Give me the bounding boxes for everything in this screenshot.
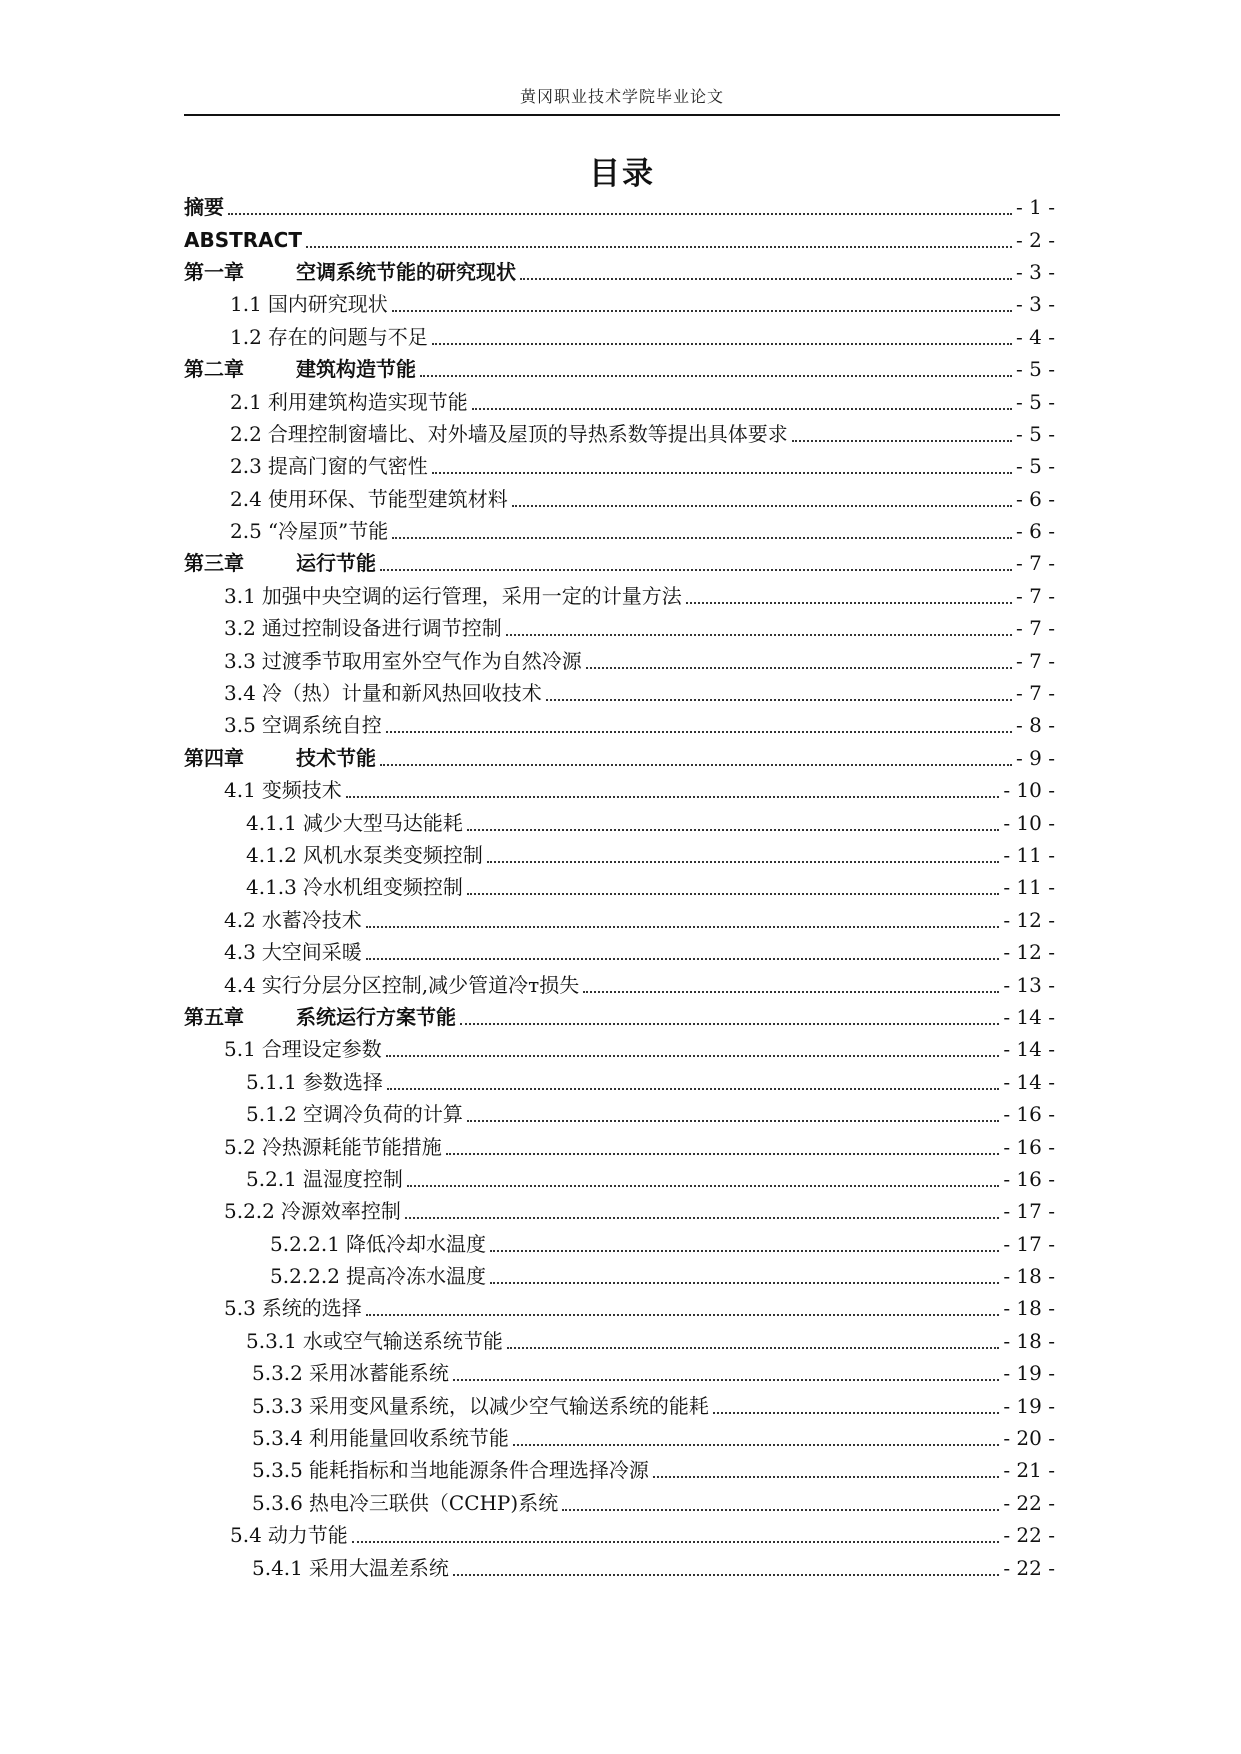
- toc-entry-label: [246, 1167, 403, 1191]
- toc-entry-title: 国内研究现状: [267, 292, 388, 317]
- toc-entry[interactable]: [0, 1228, 1241, 1260]
- toc-entry-title: 提高门窗的气密性: [267, 454, 428, 479]
- toc-entry-page-number: - 10 -: [1003, 810, 1055, 835]
- toc-entry-label: [230, 390, 468, 414]
- toc-entry[interactable]: [0, 1454, 1241, 1486]
- toc-entry-page-number: - 19 -: [1003, 1361, 1055, 1386]
- dot-leader: [507, 1347, 999, 1349]
- toc-entry-page-number: - 6 -: [1016, 519, 1055, 544]
- dot-leader: [792, 440, 1012, 442]
- dot-leader: [490, 1282, 999, 1284]
- dot-leader: [405, 1217, 999, 1219]
- toc-entry-title: 冷水机组变频控制: [302, 875, 463, 900]
- toc-entry-page-number: - 18 -: [1003, 1328, 1055, 1353]
- toc-entry-label: [230, 1523, 348, 1547]
- toc-entry-title: 实行分层分区控制,减少管道冷т损失: [261, 972, 580, 997]
- toc-entry[interactable]: [0, 321, 1241, 353]
- toc-entry-label: [230, 519, 388, 543]
- toc-entry-number: 2.3: [230, 454, 262, 479]
- toc-entry-number: 5.3: [224, 1296, 256, 1321]
- toc-entry-page-number: - 2 -: [1016, 227, 1055, 252]
- toc-entry-label: [246, 811, 463, 835]
- toc-entry-page-number: - 7 -: [1016, 583, 1055, 608]
- toc-entry-number: 5.2.1: [246, 1166, 297, 1191]
- toc-entry-title: 大空间采暖: [261, 940, 362, 965]
- toc-entry[interactable]: [0, 839, 1241, 871]
- toc-entry-label: [224, 778, 342, 802]
- toc-entry-title: “冷屋顶”节能: [267, 519, 389, 544]
- toc-entry[interactable]: [0, 644, 1241, 676]
- dot-leader: [366, 1314, 1000, 1316]
- toc-entry-label: [224, 1135, 442, 1159]
- toc-entry[interactable]: [0, 968, 1241, 1000]
- toc-entry[interactable]: [0, 1292, 1241, 1324]
- dot-leader: [432, 343, 1012, 345]
- toc-entry-number: 4.1.3: [246, 875, 297, 900]
- toc-entry-number: 5.2.2.2: [270, 1264, 340, 1289]
- toc-entry-label: [184, 1005, 456, 1029]
- toc-entry-label: [224, 1037, 382, 1061]
- toc-entry[interactable]: [0, 385, 1241, 417]
- toc-entry-number: 第五章: [184, 1004, 244, 1029]
- toc-entry-page-number: - 18 -: [1003, 1296, 1055, 1321]
- toc-entry-title: 空调系统自控: [261, 713, 382, 738]
- toc-entry-number: 2.4: [230, 486, 262, 511]
- toc-entry-title: 参数选择: [302, 1069, 383, 1094]
- toc-entry[interactable]: [0, 1551, 1241, 1583]
- toc-entry-page-number: - 3 -: [1016, 292, 1055, 317]
- toc-entry-title: 过渡季节取用室外空气作为自然冷源: [261, 648, 582, 673]
- toc-entry-page-number: - 4 -: [1016, 324, 1055, 349]
- dot-leader: [392, 537, 1012, 539]
- toc-entry-label: [224, 681, 542, 705]
- toc-entry[interactable]: [0, 1325, 1241, 1357]
- toc-entry-label: [246, 1329, 503, 1353]
- toc-entry[interactable]: [0, 1357, 1241, 1389]
- toc-entry-label: [224, 940, 362, 964]
- dot-leader: [380, 569, 1012, 571]
- toc-entry-page-number: - 7 -: [1016, 616, 1055, 641]
- toc-entry-label: [184, 260, 516, 284]
- dot-leader: [460, 1023, 999, 1025]
- toc-entry-label: [270, 1264, 486, 1288]
- toc-entry[interactable]: [0, 483, 1241, 515]
- toc-entry-page-number: - 5 -: [1016, 357, 1055, 382]
- toc-entry-title: 利用能量回收系统节能: [308, 1426, 509, 1451]
- toc-entry-page-number: - 14 -: [1003, 1069, 1055, 1094]
- toc-entry-number: 5.1: [224, 1037, 256, 1062]
- toc-entry-title: 热电冷三联供（CCHP)系统: [308, 1490, 559, 1515]
- toc-entry-page-number: - 16 -: [1003, 1166, 1055, 1191]
- toc-entry-number: 5.2.2.1: [270, 1231, 340, 1256]
- toc-entry-page-number: - 14 -: [1003, 1004, 1055, 1029]
- toc-entry[interactable]: [0, 871, 1241, 903]
- toc-entry-title: 系统运行方案节能: [296, 1004, 456, 1029]
- toc-entry-label: [224, 713, 382, 737]
- toc-entry[interactable]: [0, 450, 1241, 482]
- toc-entry[interactable]: [0, 1519, 1241, 1551]
- toc-entry-title: 运行节能: [296, 551, 376, 576]
- toc-entry[interactable]: [0, 709, 1241, 741]
- toc-entry-title: 合理控制窗墙比、对外墙及屋顶的导热系数等提出具体要求: [267, 421, 788, 446]
- toc-entry-label: [246, 875, 463, 899]
- dot-leader: [506, 634, 1012, 636]
- dot-leader: [653, 1476, 999, 1478]
- toc-entry-label: [252, 1426, 509, 1450]
- toc-entry-label: [224, 584, 682, 608]
- toc-entry-label: [230, 422, 788, 446]
- dot-leader: [386, 1055, 1000, 1057]
- toc-entry-label: [184, 195, 224, 219]
- dot-leader: [467, 829, 999, 831]
- toc-entry-title: 能耗指标和当地能源条件合理选择冷源: [308, 1458, 649, 1483]
- toc-entry-page-number: - 8 -: [1016, 713, 1055, 738]
- dot-leader: [366, 958, 1000, 960]
- toc-entry-title: 提高冷冻水温度: [345, 1264, 486, 1289]
- toc-entry[interactable]: [0, 288, 1241, 320]
- toc-entry[interactable]: [0, 1260, 1241, 1292]
- toc-entry-label: [252, 1394, 709, 1418]
- toc-entry-number: 1.2: [230, 324, 262, 349]
- toc-entry-title: 使用环保、节能型建筑材料: [267, 486, 508, 511]
- toc-entry[interactable]: [0, 904, 1241, 936]
- toc-entry-page-number: - 22 -: [1003, 1490, 1055, 1515]
- toc-entry-title: 冷热源耗能节能措施: [261, 1134, 442, 1159]
- toc-entry-page-number: - 7 -: [1016, 551, 1055, 576]
- toc-entry-number: 3.2: [224, 616, 256, 641]
- toc-entry-number: 5.1.2: [246, 1102, 297, 1127]
- toc-entry-label: [246, 843, 483, 867]
- toc-entry-number: 2.5: [230, 519, 262, 544]
- toc-entry-page-number: - 12 -: [1003, 907, 1055, 932]
- toc-entry-page-number: - 5 -: [1016, 421, 1055, 446]
- toc-entry-page-number: - 10 -: [1003, 778, 1055, 803]
- toc-entry-page-number: - 12 -: [1003, 940, 1055, 965]
- toc-entry-number: 5.3.4: [252, 1426, 303, 1451]
- toc-entry-number: 5.3.3: [252, 1393, 303, 1418]
- toc-entry[interactable]: [0, 806, 1241, 838]
- toc-entry-title: 温湿度控制: [302, 1166, 403, 1191]
- toc-entry-page-number: - 7 -: [1016, 648, 1055, 673]
- dot-leader: [562, 1509, 999, 1511]
- toc-entry[interactable]: [0, 353, 1241, 385]
- toc-entry-title: ABSTRACT: [184, 227, 302, 252]
- toc-entry-title: 采用大温差系统: [308, 1555, 449, 1580]
- toc-entry-title: 采用变风量系统，以减少空气输送系统的能耗: [308, 1393, 709, 1418]
- toc-entry-page-number: - 6 -: [1016, 486, 1055, 511]
- toc-entry-label: [224, 649, 582, 673]
- dot-leader: [686, 602, 1012, 604]
- dot-leader: [420, 375, 1012, 377]
- toc-entry-number: 5.4.1: [252, 1555, 303, 1580]
- toc-entry-label: [230, 292, 388, 316]
- dot-leader: [487, 861, 999, 863]
- dot-leader: [352, 1541, 1000, 1543]
- toc-entry-page-number: - 21 -: [1003, 1458, 1055, 1483]
- toc-entry-number: 第一章: [184, 259, 244, 284]
- toc-entry-number: 3.5: [224, 713, 256, 738]
- toc-entry-title: 空调系统节能的研究现状: [296, 259, 516, 284]
- toc-entry-number: 4.3: [224, 940, 256, 965]
- dot-leader: [306, 246, 1012, 248]
- toc-entry-number: 2.1: [230, 389, 262, 414]
- toc-entry-page-number: - 11 -: [1003, 875, 1055, 900]
- toc-entry-number: 5.2.2: [224, 1199, 275, 1224]
- toc-entry-title: 摘要: [184, 195, 224, 220]
- toc-entry-page-number: - 14 -: [1003, 1037, 1055, 1062]
- dot-leader: [380, 764, 1012, 766]
- toc-entry-number: 4.4: [224, 972, 256, 997]
- toc-entry-title: 建筑构造节能: [296, 357, 416, 382]
- toc-entry-label: [184, 228, 302, 252]
- toc-entry-number: 第三章: [184, 551, 244, 576]
- toc-entry-page-number: - 19 -: [1003, 1393, 1055, 1418]
- dot-leader: [586, 667, 1012, 669]
- dot-leader: [387, 1088, 999, 1090]
- dot-leader: [467, 893, 999, 895]
- toc-entry-page-number: - 20 -: [1003, 1426, 1055, 1451]
- dot-leader: [228, 213, 1012, 215]
- toc-entry-number: 2.2: [230, 421, 262, 446]
- toc-entry[interactable]: [0, 742, 1241, 774]
- toc-entry-label: [184, 746, 376, 770]
- toc-entry-page-number: - 5 -: [1016, 389, 1055, 414]
- toc-entry-number: 第四章: [184, 745, 244, 770]
- toc-entry-title: 存在的问题与不足: [267, 324, 428, 349]
- toc-entry-label: [246, 1070, 383, 1094]
- header-rule: [184, 114, 1060, 116]
- dot-leader: [583, 991, 999, 993]
- toc-entry-label: [224, 973, 579, 997]
- dot-leader: [513, 1444, 999, 1446]
- toc-entry-label: [224, 616, 502, 640]
- toc-entry[interactable]: [0, 580, 1241, 612]
- toc-entry-title: 变频技术: [261, 778, 342, 803]
- toc-entry-page-number: - 22 -: [1003, 1523, 1055, 1548]
- toc-entry-title: 风机水泵类变频控制: [302, 843, 483, 867]
- toc-entry-label: [184, 357, 416, 381]
- dot-leader: [446, 1153, 1000, 1155]
- toc-entry[interactable]: [0, 547, 1241, 579]
- running-header: 黄冈职业技术学院毕业论文: [519, 87, 724, 106]
- dot-leader: [453, 1379, 999, 1381]
- toc-entry-number: 5.2: [224, 1134, 256, 1159]
- toc-entry-number: 第二章: [184, 357, 244, 382]
- dot-leader: [432, 472, 1012, 474]
- toc-entry-number: 3.1: [224, 583, 256, 608]
- toc-entry[interactable]: [0, 223, 1241, 255]
- toc-entry-page-number: - 16 -: [1003, 1134, 1055, 1159]
- toc-entry-label: [246, 1102, 463, 1126]
- toc-entry-label: [224, 908, 362, 932]
- toc-entry-page-number: - 7 -: [1016, 681, 1055, 706]
- dot-leader: [407, 1185, 999, 1187]
- toc-entry-number: 5.3.2: [252, 1361, 303, 1386]
- toc-entry-label: [270, 1232, 486, 1256]
- dot-leader: [490, 1250, 999, 1252]
- toc-entry[interactable]: [0, 1033, 1241, 1065]
- toc-entry-page-number: - 3 -: [1016, 259, 1055, 284]
- toc-entry[interactable]: [0, 612, 1241, 644]
- toc-entry-label: [252, 1556, 449, 1580]
- toc-entry-title: 减少大型马达能耗: [302, 810, 463, 835]
- toc-title: 目录: [589, 156, 655, 192]
- toc-entry[interactable]: [0, 1422, 1241, 1454]
- toc-entry-title: 加强中央空调的运行管理，采用一定的计量方法: [261, 583, 682, 608]
- toc-entry[interactable]: [0, 1195, 1241, 1227]
- toc-entry-number: 3.4: [224, 681, 256, 706]
- toc-entry-page-number: - 1 -: [1016, 195, 1055, 220]
- toc-entry[interactable]: [0, 1001, 1241, 1033]
- toc-entry-page-number: - 22 -: [1003, 1555, 1055, 1580]
- toc-entry-title: 降低冷却水温度: [345, 1231, 486, 1256]
- toc-entry-label: [252, 1491, 558, 1515]
- toc-entry-page-number: - 17 -: [1003, 1231, 1055, 1256]
- toc-entry-title: 水或空气输送系统节能: [302, 1328, 503, 1353]
- toc-entry-title: 水蓄冷技术: [261, 907, 362, 932]
- toc-entry-number: 5.3.5: [252, 1458, 303, 1483]
- dot-leader: [512, 505, 1012, 507]
- toc-entry-label: [184, 551, 376, 575]
- table-of-contents: [0, 191, 1241, 1584]
- toc-entry-number: 4.1.1: [246, 810, 297, 835]
- toc-entry-title: 利用建筑构造实现节能: [267, 389, 468, 414]
- toc-entry-title: 通过控制设备进行调节控制: [261, 616, 502, 641]
- toc-entry-number: 5.3.1: [246, 1328, 297, 1353]
- toc-entry[interactable]: [0, 1163, 1241, 1195]
- toc-entry-title: 冷源效率控制: [280, 1199, 401, 1224]
- toc-entry-number: 3.3: [224, 648, 256, 673]
- dot-leader: [386, 731, 1012, 733]
- toc-entry[interactable]: [0, 191, 1241, 223]
- toc-entry-title: 动力节能: [267, 1523, 348, 1548]
- toc-entry-page-number: - 5 -: [1016, 454, 1055, 479]
- dot-leader: [346, 796, 1000, 798]
- toc-entry-number: 5.4: [230, 1523, 262, 1548]
- dot-leader: [467, 1120, 999, 1122]
- toc-entry-title: 冷（热）计量和新风热回收技术: [261, 681, 542, 706]
- dot-leader: [520, 278, 1012, 280]
- dot-leader: [453, 1574, 999, 1576]
- dot-leader: [392, 310, 1012, 312]
- toc-entry-number: 4.1: [224, 778, 256, 803]
- toc-entry[interactable]: [0, 1130, 1241, 1162]
- toc-entry-label: [224, 1296, 362, 1320]
- toc-entry-page-number: - 16 -: [1003, 1102, 1055, 1127]
- dot-leader: [546, 699, 1012, 701]
- toc-entry-title: 系统的选择: [261, 1296, 362, 1321]
- toc-entry-label: [252, 1458, 649, 1482]
- toc-entry-title: 空调冷负荷的计算: [302, 1102, 463, 1127]
- toc-entry-page-number: - 13 -: [1003, 972, 1055, 997]
- toc-entry-title: 合理设定参数: [261, 1037, 382, 1062]
- toc-entry[interactable]: [0, 515, 1241, 547]
- toc-entry[interactable]: [0, 1098, 1241, 1130]
- toc-entry[interactable]: [0, 1487, 1241, 1519]
- dot-leader: [472, 408, 1012, 410]
- toc-entry[interactable]: [0, 1066, 1241, 1098]
- toc-entry[interactable]: [0, 936, 1241, 968]
- toc-entry-label: [230, 454, 428, 478]
- toc-entry-title: 技术节能: [296, 745, 376, 770]
- toc-entry-number: 4.1.2: [246, 843, 297, 867]
- dot-leader: [713, 1412, 999, 1414]
- toc-entry-label: [224, 1199, 401, 1223]
- toc-entry-title: 采用冰蓄能系统: [308, 1361, 449, 1386]
- toc-entry-page-number: - 11 -: [1003, 843, 1055, 867]
- toc-entry[interactable]: [0, 774, 1241, 806]
- toc-entry-page-number: - 17 -: [1003, 1199, 1055, 1224]
- toc-entry-number: 4.2: [224, 907, 256, 932]
- toc-entry-number: 1.1: [230, 292, 262, 317]
- toc-entry-page-number: - 9 -: [1016, 745, 1055, 770]
- dot-leader: [366, 926, 1000, 928]
- toc-entry[interactable]: [0, 1389, 1241, 1421]
- toc-entry-label: [252, 1361, 449, 1385]
- toc-entry-label: [230, 487, 508, 511]
- toc-entry-number: 5.1.1: [246, 1069, 297, 1094]
- toc-entry-page-number: - 18 -: [1003, 1264, 1055, 1289]
- toc-entry[interactable]: [0, 256, 1241, 288]
- toc-entry[interactable]: [0, 418, 1241, 450]
- toc-entry-number: 5.3.6: [252, 1490, 303, 1515]
- toc-entry-label: [230, 325, 428, 349]
- toc-entry[interactable]: [0, 677, 1241, 709]
